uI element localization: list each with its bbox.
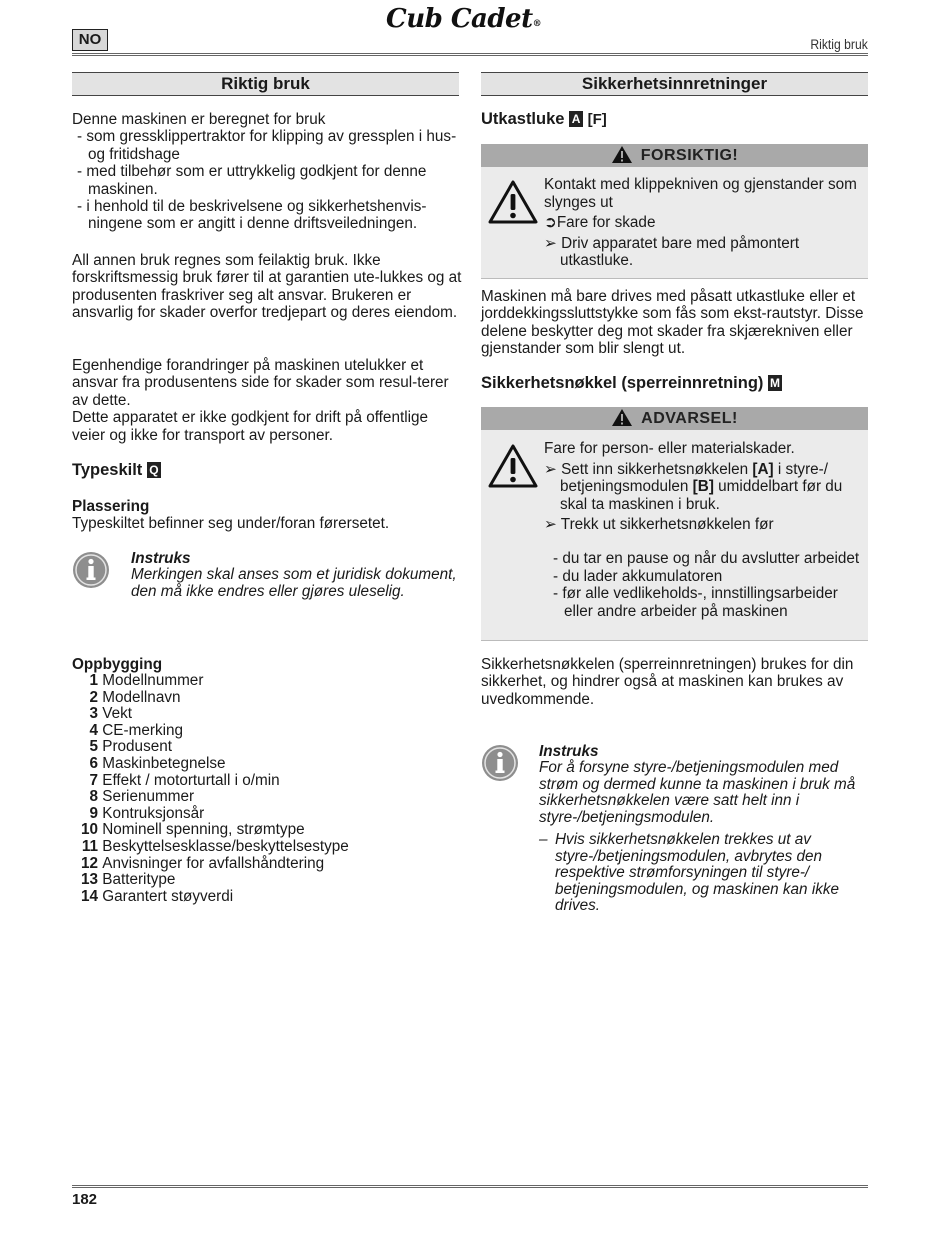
structure-item-label: Modellnavn [102,688,181,706]
list-item: - du tar en pause og når du avslutter arbeidet [553,550,860,567]
structure-item-label: Anvisninger for avfallshåndtering [102,854,325,872]
list-item: - med tilbehør som er uttrykkelig godkjent for denne maskinen. [77,163,427,198]
list-item: - i henhold til de beskrivelsene og sikkerhetshenvis-ningene som er angitt i denne driftsveiledningen. [77,198,427,233]
structure-item [72,789,464,806]
structure-item-label: Maskinbetegnelse [102,754,226,772]
note-text: Merkingen skal anses som et juridisk dokument, den må ikke endres eller gjøres uleselig. [131,566,457,600]
structure-item-number: 10 [80,821,98,839]
structure-item-number: 2 [89,688,98,706]
structure-item [72,839,464,856]
caution-action: ➢ Driv apparatet bare med påmontert utkastluke. [544,234,800,270]
warning-triangle-icon [611,408,633,427]
footer-rule [72,1185,868,1186]
structure-item-label: CE-merking [102,721,183,739]
placement-text: Typeskiltet befinner seg under/foran førersetet. [72,515,390,532]
figure-key-badge: A [569,111,583,127]
structure-item-number: 12 [80,854,98,872]
modification-block [72,357,464,444]
structure-item-number: 7 [89,771,98,789]
warning-text: Fare for person- eller materialskader. [544,440,795,457]
caution-body [544,176,862,270]
structure-item [72,889,464,906]
figure-key-badge: Q [147,462,161,478]
structure-item [72,773,464,790]
structure-item-label: Kontruksjonsår [102,804,205,822]
structure-item-number: 8 [89,788,98,806]
modification-text: Egenhendige forandringer på maskinen utelukker et ansvar fra produsentens side for skader som resul-terer av dette. [72,357,449,409]
chute-heading: Utkastluke A [F] [481,110,607,128]
structure-item-number: 3 [89,705,98,723]
structure-item-label: Effekt / motorturtall i o/min [102,771,280,789]
structure-item [72,856,464,873]
typeplate-heading: Typeskilt Q [72,461,161,480]
structure-item-number: 14 [80,887,98,905]
figure-key-badge: M [770,376,781,390]
note-title: Instruks [539,743,599,760]
section-title-right: Sikkerhetsinnretninger [481,72,868,96]
structure-item-number: 5 [89,738,98,756]
structure-item [72,673,464,690]
structure-item [72,706,464,723]
caution-consequence: ➲Fare for skade [544,214,656,232]
running-header: Riktig bruk [810,37,868,52]
use-list [72,128,464,232]
warning-body [544,440,862,534]
section-title-left: Riktig bruk [72,72,459,96]
list-item: - som gressklippertraktor for klipping av gressplen i hus- og fritidshage [77,128,457,163]
intro-text: Denne maskinen er beregnet for bruk [72,111,326,128]
structure-item-number: 13 [80,871,98,889]
misuse-paragraph: All annen bruk regnes som feilaktig bruk. Ikke forskriftsmessig bruk fører til at garantien ute-lukkes og at produsenten fraskriver seg alt ansvar. Brukeren er ansvarlig for skader overfor tredjepart og deres eiendom. [72,252,462,322]
placement-heading: Plassering [72,498,150,515]
structure-item-number: 1 [89,672,98,689]
info-icon [72,551,110,589]
structure-item [72,822,464,839]
brand-logo: Cub Cadet® [386,4,542,34]
warning-sublist [548,550,864,620]
caution-box [481,144,868,279]
structure-item-label: Modellnummer [102,672,204,689]
note-text: For å forsyne styre-/betjeningsmodulen med strøm og dermed kunne ta maskinen i bruk må sikkerhetsnøkkelen være satt helt inn i styre-/betjeningsmodulen. [539,759,856,826]
structure-item-number: 4 [89,721,98,739]
structure-item-label: Nominell spenning, strømtype [102,821,305,839]
structure-list [72,673,464,905]
language-badge: NO [72,29,108,51]
structure-item-label: Batteritype [102,871,176,889]
structure-item-number: 6 [89,754,98,772]
header-rule [72,53,868,54]
structure-item [72,756,464,773]
structure-item-label: Produsent [102,738,172,756]
structure-item [72,690,464,707]
safety-key-paragraph: Sikkerhetsnøkkelen (sperreinnretningen) brukes for din sikkerhet, og hindrer også at maskinen kan brukes av uvedkommende. [481,656,854,708]
structure-item-label: Garantert støyverdi [102,887,234,905]
structure-item [72,872,464,889]
structure-item [72,723,464,740]
intended-use-block [72,111,464,233]
warning-triangle-icon [488,444,538,488]
structure-heading: Oppbygging [72,656,163,673]
footer-rule-2 [72,1187,868,1188]
safety-key-heading: Sikkerhetsnøkkel (sperreinnretning) M [481,374,781,392]
warning-triangle-icon [611,145,633,164]
info-icon [481,744,519,782]
note-dash: – [539,831,548,848]
structure-item-label: Serienummer [102,788,195,806]
warning-header: ADVARSEL! [481,407,868,430]
note-subtext: Hvis sikkerhetsnøkkelen trekkes ut av styre-/betjeningsmodulen, avbrytes den respektive strømforsyningen til styre-/ betjeningsmodulen, og maskinen kan ikke drives. [555,831,840,915]
warning-action-2: ➢ Trekk ut sikkerhetsnøkkelen før [544,516,774,534]
page-number: 182 [72,1191,98,1208]
warning-action-1: ➢ Sett inn sikkerhetsnøkkelen [A] i styre-/ betjeningsmodulen [B] umiddelbart før du skal ta maskinen i bruk. [544,460,843,513]
list-item: - du lader akkumulatoren [553,567,723,585]
caution-header: FORSIKTIG! [481,144,868,167]
warning-triangle-icon [488,180,538,224]
structure-item [72,739,464,756]
warning-box [481,407,868,641]
structure-item [72,806,464,823]
chute-paragraph: Maskinen må bare drives med påsatt utkastluke eller et jorddekkingssluttstykke som fås som ekst-rautstyr. Disse delene beskytter deg mot skader fra skjærekniven eller gjenstander som blir slengt ut. [481,288,864,358]
list-item: - før alle vedlikeholds-, innstillingsarbeider eller andre arbeider på maskinen [553,585,838,620]
caution-text: Kontakt med klippekniven og gjenstander som slynges ut [544,176,857,211]
structure-item-label: Beskyttelsesklasse/beskyttelsestype [102,837,349,855]
road-use-text: Dette apparatet er ikke godkjent for drift på offentlige veier og ikke for transport av personer. [72,409,429,444]
structure-item-label: Vekt [102,705,133,723]
note-title: Instruks [131,550,191,567]
structure-item-number: 11 [81,837,98,855]
header-rule-2 [72,55,868,56]
structure-item-number: 9 [89,804,98,822]
